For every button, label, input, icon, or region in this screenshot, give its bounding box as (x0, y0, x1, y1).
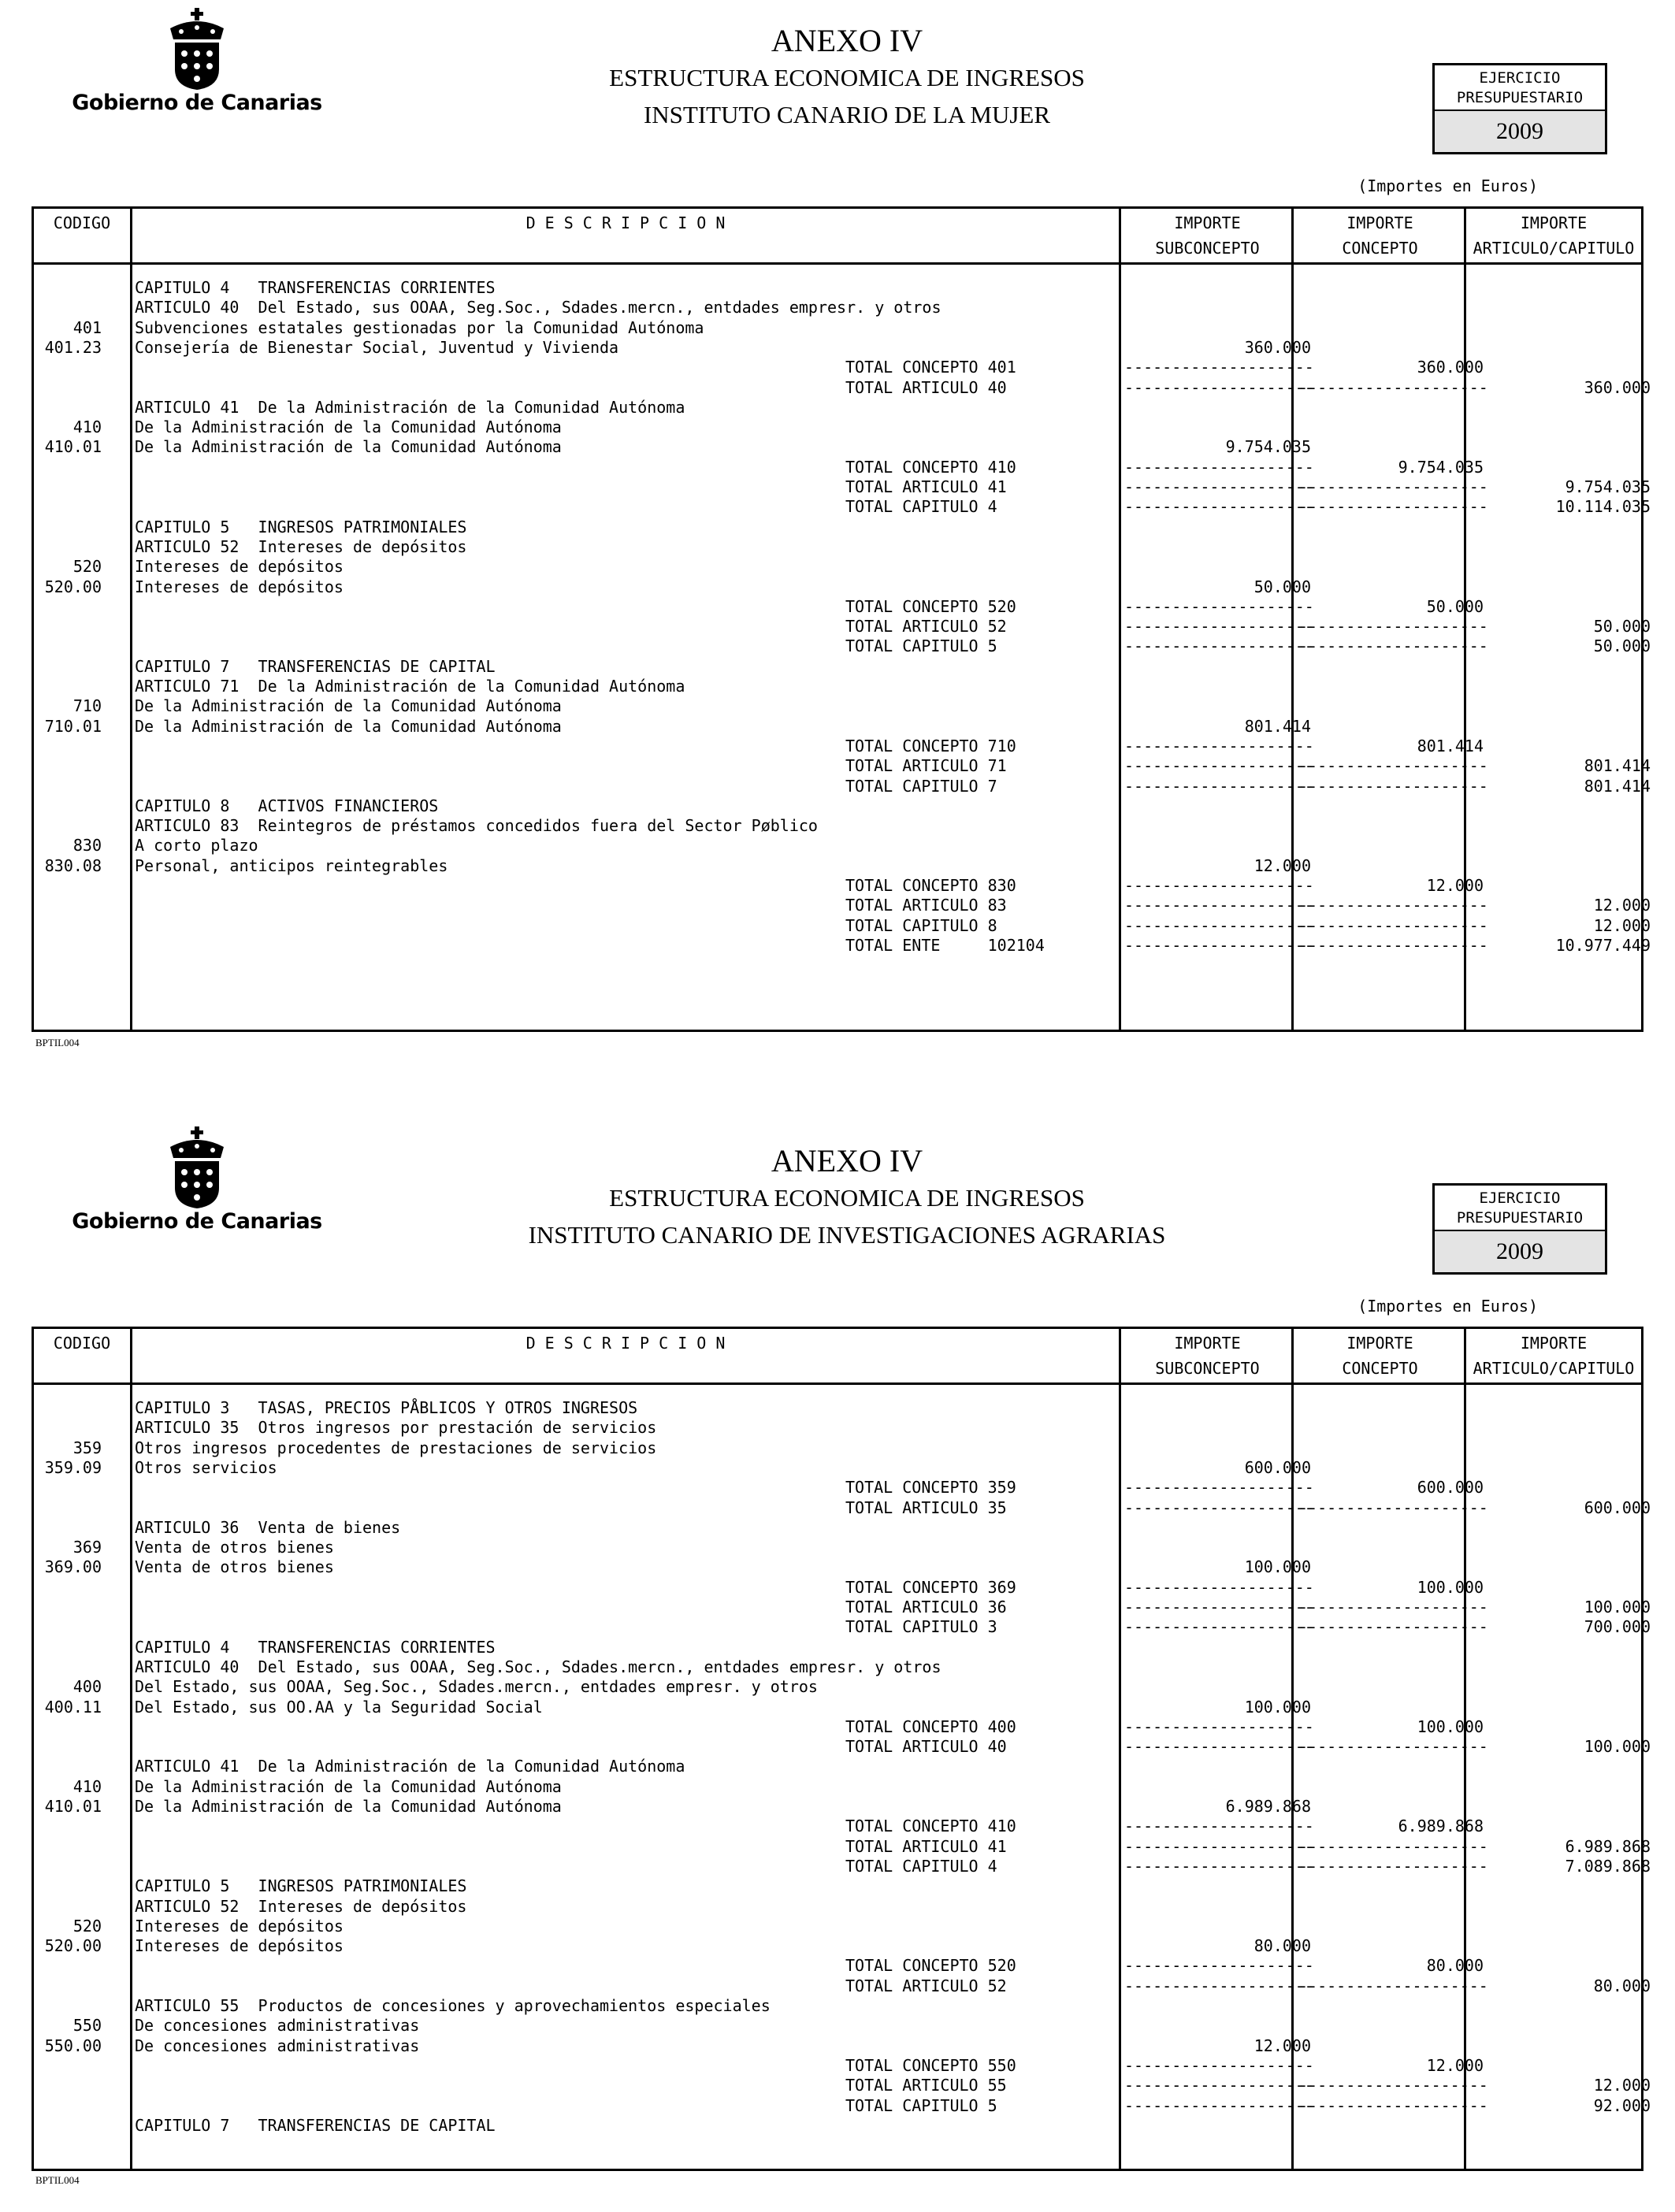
header-subconcepto: IMPORTE SUBCONCEPTO (1155, 213, 1260, 258)
government-logo (71, 1126, 323, 1245)
concepto-rule: -------------------- (1298, 935, 1488, 955)
table-row (34, 856, 1641, 876)
budget-page-1 (0, 0, 1675, 1093)
header-concepto: IMPORTE CONCEPTO (1342, 1334, 1418, 1378)
structure-title: ESTRUCTURA ECONOMICA DE INGRESOS (609, 64, 1085, 91)
table-header (34, 209, 1641, 265)
subconcepto-rule: -------------------- (1124, 358, 1314, 377)
row-description: ARTICULO 55 Productos de concesiones y aprovechamientos especiales (135, 1996, 771, 2015)
budget-page-2 (0, 1119, 1675, 2212)
articulo-amount: 100.000 (1584, 1737, 1651, 1757)
table-row (34, 1598, 1651, 1617)
table-row (34, 677, 1641, 696)
concepto-amount: 9.754.035 (1398, 457, 1484, 477)
header-codigo: CODIGO (53, 1334, 111, 1353)
fiscal-year-label (1435, 1186, 1605, 1231)
table-row (34, 1936, 1641, 1956)
total-label: TOTAL CAPITULO 3 (845, 1617, 997, 1637)
total-label: TOTAL ARTICULO 40 (845, 377, 1007, 397)
total-label: TOTAL CAPITULO 8 (845, 915, 997, 935)
articulo-amount: 12.000 (1593, 915, 1651, 935)
subconcepto-rule: -------------------- (1124, 896, 1314, 915)
row-description: CAPITULO 3 TASAS, PRECIOS PÅBLICOS Y OTROS INGRESOS (135, 1398, 638, 1417)
fiscal-year-label-1: EJERCICIO (1479, 69, 1561, 87)
subconcepto-rule: -------------------- (1124, 2095, 1314, 2115)
header-descripcion: D E S C R I P C I O N (526, 213, 726, 232)
government-logo-text: Gobierno de Canarias (72, 1209, 322, 1234)
fiscal-year-value: 2009 (1435, 111, 1605, 152)
table-row (34, 1458, 1641, 1478)
row-description: De la Administración de la Comunidad Autónoma (135, 696, 562, 716)
table-row (34, 1897, 1641, 1917)
row-description: Intereses de depósitos (135, 557, 344, 577)
table-row (34, 1917, 1641, 1936)
row-description: Intereses de depósitos (135, 577, 344, 596)
table-row (34, 1856, 1651, 1876)
currency-note: (Importes en Euros) (1357, 1297, 1538, 1316)
row-description: ARTICULO 40 Del Estado, sus OOAA, Seg.Soc., Sdades.mercn., entdades empresr. y otros (135, 1657, 941, 1676)
row-code: 520 (72, 557, 102, 577)
table-row (34, 1657, 1641, 1677)
row-code: 410.01 (44, 1797, 102, 1816)
concepto-rule: -------------------- (1298, 477, 1488, 496)
entity-title: INSTITUTO CANARIO DE LA MUJER (643, 101, 1051, 128)
total-label: TOTAL CONCEPTO 550 (845, 2055, 1016, 2075)
subconcepto-rule: -------------------- (1124, 1976, 1314, 1995)
subconcepto-amount: 600.000 (1244, 1457, 1311, 1477)
subconcepto-rule: -------------------- (1124, 1836, 1314, 1856)
total-label: TOTAL CONCEPTO 400 (845, 1717, 1016, 1736)
coat-of-arms-icon (164, 1126, 230, 1208)
row-code: 520 (72, 1916, 102, 1936)
table-row (34, 418, 1641, 437)
table-row (34, 338, 1641, 358)
concepto-amount: 600.000 (1417, 1478, 1484, 1498)
row-code: 410.01 (44, 437, 102, 457)
subconcepto-rule: -------------------- (1124, 1737, 1314, 1757)
concepto-rule: -------------------- (1298, 1737, 1488, 1757)
table-row (34, 1418, 1641, 1438)
table-row (34, 2076, 1651, 2095)
row-description: De la Administración de la Comunidad Autónoma (135, 1797, 562, 1816)
table-row (34, 1538, 1641, 1557)
row-code: 369.00 (44, 1557, 102, 1577)
concepto-rule: -------------------- (1298, 1836, 1488, 1856)
table-row (34, 1557, 1641, 1577)
articulo-amount: 360.000 (1584, 377, 1651, 397)
total-label: TOTAL ARTICULO 83 (845, 896, 1007, 915)
table-row (34, 458, 1641, 477)
concepto-rule: -------------------- (1298, 637, 1488, 656)
total-label: TOTAL CAPITULO 5 (845, 2095, 997, 2115)
table-row (34, 497, 1651, 517)
table-row (34, 518, 1641, 537)
subconcepto-rule: -------------------- (1124, 1478, 1314, 1498)
annex-title: ANEXO IV (771, 1143, 923, 1178)
row-code: 359.09 (44, 1457, 102, 1477)
total-label: TOTAL ARTICULO 52 (845, 1976, 1007, 1995)
fiscal-year-label-2: PRESUPUESTARIO (1456, 89, 1584, 106)
total-label: TOTAL ARTICULO 41 (845, 477, 1007, 496)
table-row (34, 1717, 1641, 1737)
table-row (34, 2056, 1641, 2076)
concepto-rule: -------------------- (1298, 756, 1488, 776)
table-row (34, 2036, 1641, 2056)
subconcepto-rule: -------------------- (1124, 1598, 1314, 1616)
row-description: ARTICULO 71 De la Administración de la Comunidad Autónoma (135, 677, 685, 696)
table-row (34, 2095, 1651, 2116)
subconcepto-rule: -------------------- (1124, 2055, 1314, 2075)
subconcepto-rule: -------------------- (1124, 736, 1314, 755)
row-description: Intereses de depósitos (135, 1936, 344, 1956)
row-code: 359 (72, 1438, 102, 1457)
row-description: ARTICULO 41 De la Administración de la Comunidad Autónoma (135, 1757, 685, 1776)
table-row (34, 437, 1641, 457)
row-code: 401 (72, 317, 102, 337)
subconcepto-rule: -------------------- (1124, 1577, 1314, 1597)
table-row (34, 1757, 1641, 1776)
row-description: Intereses de depósitos (135, 1916, 344, 1936)
row-description: Subvenciones estatales gestionadas por la Comunidad Autónoma (135, 317, 704, 337)
total-label: TOTAL CAPITULO 7 (845, 776, 997, 796)
articulo-amount: 12.000 (1593, 2076, 1651, 2095)
concepto-amount: 80.000 (1426, 1956, 1484, 1976)
concepto-amount: 360.000 (1417, 358, 1484, 377)
structure-title: ESTRUCTURA ECONOMICA DE INGRESOS (609, 1184, 1085, 1212)
subconcepto-amount: 50.000 (1253, 577, 1311, 596)
subconcepto-rule: -------------------- (1124, 1956, 1314, 1976)
table-row (34, 537, 1641, 557)
table-row (34, 1797, 1641, 1817)
row-description: ARTICULO 40 Del Estado, sus OOAA, Seg.Soc., Sdades.mercn., entdades empresr. y otros (135, 298, 941, 317)
concepto-amount: 12.000 (1426, 2055, 1484, 2075)
articulo-amount: 80.000 (1593, 1976, 1651, 1995)
table-row (34, 1438, 1641, 1458)
articulo-amount: 92.000 (1593, 2095, 1651, 2115)
concepto-amount: 100.000 (1417, 1717, 1484, 1736)
subconcepto-rule: -------------------- (1124, 1856, 1314, 1876)
row-description: ARTICULO 83 Reintegros de préstamos concedidos fuera del Sector Pøblico (135, 816, 818, 836)
subconcepto-rule: -------------------- (1124, 876, 1314, 895)
concepto-rule: -------------------- (1298, 1976, 1488, 1995)
row-description: Venta de otros bienes (135, 1538, 334, 1557)
table-row (34, 816, 1641, 836)
header-articulo: IMPORTE ARTICULO/CAPITULO (1473, 1334, 1635, 1378)
coat-of-arms-icon (164, 8, 230, 90)
concepto-rule: -------------------- (1298, 1498, 1488, 1517)
row-description: CAPITULO 4 TRANSFERENCIAS CORRIENTES (135, 1637, 496, 1657)
row-code: 369 (72, 1538, 102, 1557)
header-codigo: CODIGO (53, 213, 111, 232)
row-description: Otros ingresos procedentes de prestaciones de servicios (135, 1438, 657, 1457)
table-row (34, 696, 1641, 716)
articulo-amount: 12.000 (1593, 896, 1651, 915)
total-label: TOTAL ARTICULO 40 (845, 1737, 1007, 1757)
subconcepto-amount: 100.000 (1244, 1697, 1311, 1717)
annex-title: ANEXO IV (771, 23, 923, 58)
table-row (34, 796, 1641, 816)
row-code: 401.23 (44, 337, 102, 357)
currency-note: (Importes en Euros) (1357, 176, 1538, 195)
row-description: Otros servicios (135, 1457, 277, 1477)
concepto-amount: 50.000 (1426, 596, 1484, 616)
table-row (34, 358, 1641, 377)
row-code: 400.11 (44, 1697, 102, 1717)
subconcepto-amount: 12.000 (1253, 855, 1311, 875)
subconcepto-rule: -------------------- (1124, 377, 1314, 397)
row-code: 520.00 (44, 577, 102, 596)
table-row (34, 876, 1641, 896)
row-description: De concesiones administrativas (135, 2036, 420, 2055)
articulo-amount: 10.977.449 (1555, 935, 1651, 955)
report-code: BPTIL004 (35, 2174, 80, 2186)
total-label: TOTAL CAPITULO 4 (845, 497, 997, 517)
total-label: TOTAL CAPITULO 4 (845, 1856, 997, 1876)
fiscal-year-box (1432, 63, 1607, 154)
government-logo-text: Gobierno de Canarias (72, 91, 322, 115)
total-label: TOTAL CONCEPTO 520 (845, 1956, 1016, 1976)
subconcepto-amount: 6.989.868 (1225, 1797, 1311, 1816)
articulo-amount: 801.414 (1584, 776, 1651, 796)
row-description: Del Estado, sus OO.AA y la Seguridad Social (135, 1697, 543, 1717)
subconcepto-rule: -------------------- (1124, 1717, 1314, 1736)
total-label: TOTAL CAPITULO 5 (845, 637, 997, 656)
table-row (34, 298, 1641, 317)
table-row (34, 1398, 1641, 1418)
row-code: 830 (72, 836, 102, 855)
table-row (34, 557, 1641, 577)
row-description: Personal, anticipos reintegrables (135, 855, 448, 875)
subconcepto-rule: -------------------- (1124, 2076, 1314, 2095)
row-description: ARTICULO 52 Intereses de depósitos (135, 1896, 467, 1916)
fiscal-year-value: 2009 (1435, 1231, 1605, 1272)
total-label: TOTAL ARTICULO 35 (845, 1498, 1007, 1517)
subconcepto-amount: 100.000 (1244, 1557, 1311, 1577)
subconcepto-rule: -------------------- (1124, 1498, 1314, 1517)
header-concepto: IMPORTE CONCEPTO (1342, 213, 1418, 258)
table-row (34, 477, 1651, 497)
row-code: 400 (72, 1677, 102, 1697)
table-row (34, 717, 1641, 737)
row-code: 520.00 (44, 1936, 102, 1956)
total-label: TOTAL ARTICULO 55 (845, 2076, 1007, 2095)
table-row (34, 577, 1641, 597)
row-description: De la Administración de la Comunidad Autónoma (135, 716, 562, 736)
articulo-amount: 100.000 (1584, 1598, 1651, 1616)
subconcepto-rule: -------------------- (1124, 776, 1314, 796)
table-row (34, 1518, 1641, 1538)
subconcepto-rule: -------------------- (1124, 457, 1314, 477)
table-row (34, 1478, 1641, 1498)
table-row (34, 2016, 1641, 2036)
table-row (34, 935, 1651, 956)
concepto-rule: -------------------- (1298, 497, 1488, 517)
subconcepto-amount: 360.000 (1244, 337, 1311, 357)
concepto-rule: -------------------- (1298, 1856, 1488, 1876)
total-label: TOTAL CONCEPTO 359 (845, 1478, 1016, 1498)
row-description: ARTICULO 41 De la Administración de la Comunidad Autónoma (135, 397, 685, 417)
header-articulo: IMPORTE ARTICULO/CAPITULO (1473, 213, 1635, 258)
government-logo (71, 8, 323, 126)
subconcepto-rule: -------------------- (1124, 1817, 1314, 1836)
row-description: Del Estado, sus OOAA, Seg.Soc., Sdades.mercn., entdades empresr. y otros (135, 1677, 818, 1697)
articulo-amount: 600.000 (1584, 1498, 1651, 1517)
row-description: De la Administración de la Comunidad Autónoma (135, 437, 562, 457)
header-subconcepto: IMPORTE SUBCONCEPTO (1155, 1334, 1260, 1378)
row-code: 550 (72, 2016, 102, 2036)
fiscal-year-label (1435, 65, 1605, 111)
table-row (34, 597, 1641, 617)
concepto-amount: 12.000 (1426, 876, 1484, 895)
row-code: 410 (72, 418, 102, 437)
subconcepto-rule: -------------------- (1124, 477, 1314, 496)
page-header (473, 22, 1221, 134)
subconcepto-amount: 801.414 (1244, 716, 1311, 736)
concepto-amount: 801.414 (1417, 736, 1484, 755)
table-row (34, 617, 1651, 637)
total-label: TOTAL CONCEPTO 410 (845, 1817, 1016, 1836)
concepto-rule: -------------------- (1298, 896, 1488, 915)
table-row (34, 1737, 1651, 1757)
subconcepto-rule: -------------------- (1124, 1617, 1314, 1637)
subconcepto-rule: -------------------- (1124, 596, 1314, 616)
income-table (32, 206, 1651, 1032)
total-label: TOTAL CONCEPTO 369 (845, 1577, 1016, 1597)
concepto-rule: -------------------- (1298, 915, 1488, 935)
table-row (34, 1817, 1641, 1836)
total-label: TOTAL ARTICULO 71 (845, 756, 1007, 776)
articulo-amount: 50.000 (1593, 617, 1651, 637)
page-header (473, 1142, 1221, 1254)
row-description: Venta de otros bienes (135, 1557, 334, 1577)
table-row (34, 1836, 1651, 1857)
articulo-amount: 801.414 (1584, 756, 1651, 776)
table-row (34, 1677, 1641, 1697)
row-code: 830.08 (44, 855, 102, 875)
income-table (32, 1327, 1651, 2171)
table-row (34, 657, 1641, 677)
table-row (34, 737, 1641, 756)
table-row (34, 1578, 1641, 1598)
subconcepto-amount: 12.000 (1253, 2036, 1311, 2055)
table-row (34, 2116, 1641, 2136)
row-description: CAPITULO 7 TRANSFERENCIAS DE CAPITAL (135, 2115, 496, 2135)
row-description: ARTICULO 52 Intereses de depósitos (135, 536, 467, 556)
row-code: 410 (72, 1776, 102, 1796)
subconcepto-amount: 80.000 (1253, 1936, 1311, 1956)
row-description: CAPITULO 5 INGRESOS PATRIMONIALES (135, 1876, 467, 1896)
table-row (34, 1638, 1641, 1657)
fiscal-year-label-1: EJERCICIO (1479, 1190, 1561, 1207)
concepto-amount: 100.000 (1417, 1577, 1484, 1597)
row-description: CAPITULO 5 INGRESOS PATRIMONIALES (135, 517, 467, 536)
fiscal-year-label-2: PRESUPUESTARIO (1456, 1209, 1584, 1227)
concepto-rule: -------------------- (1298, 1598, 1488, 1616)
table-row (34, 1617, 1651, 1637)
total-label: TOTAL CONCEPTO 710 (845, 736, 1016, 755)
concepto-rule: -------------------- (1298, 377, 1488, 397)
table-row (34, 1777, 1641, 1797)
row-description: De la Administración de la Comunidad Autónoma (135, 1776, 562, 1796)
concepto-rule: -------------------- (1298, 776, 1488, 796)
total-label: TOTAL ARTICULO 36 (845, 1598, 1007, 1616)
table-row (34, 1698, 1641, 1717)
table-row (34, 377, 1651, 398)
total-label: TOTAL CONCEPTO 401 (845, 358, 1016, 377)
row-description: De concesiones administrativas (135, 2016, 420, 2036)
concepto-amount: 6.989.868 (1398, 1817, 1484, 1836)
articulo-amount: 9.754.035 (1565, 477, 1651, 496)
report-code: BPTIL004 (35, 1037, 80, 1048)
articulo-amount: 6.989.868 (1565, 1836, 1651, 1856)
table-row (34, 1956, 1641, 1976)
table-row (34, 756, 1651, 776)
subconcepto-rule: -------------------- (1124, 915, 1314, 935)
fiscal-year-box (1432, 1183, 1607, 1275)
total-label: TOTAL CONCEPTO 410 (845, 457, 1016, 477)
row-description: CAPITULO 4 TRANSFERENCIAS CORRIENTES (135, 278, 496, 297)
total-label: TOTAL CONCEPTO 520 (845, 596, 1016, 616)
row-description: CAPITULO 8 ACTIVOS FINANCIEROS (135, 796, 439, 815)
row-code: 710 (72, 696, 102, 716)
header-descripcion: D E S C R I P C I O N (526, 1334, 726, 1353)
articulo-amount: 10.114.035 (1555, 497, 1651, 517)
table-row (34, 915, 1651, 936)
row-description: ARTICULO 35 Otros ingresos por prestación de servicios (135, 1418, 657, 1438)
subconcepto-rule: -------------------- (1124, 935, 1314, 955)
articulo-amount: 700.000 (1584, 1617, 1651, 1637)
table-row (34, 278, 1641, 298)
row-description: CAPITULO 7 TRANSFERENCIAS DE CAPITAL (135, 656, 496, 676)
subconcepto-rule: -------------------- (1124, 637, 1314, 656)
row-description: De la Administración de la Comunidad Autónoma (135, 418, 562, 437)
table-header (34, 1329, 1641, 1385)
table-row (34, 776, 1651, 796)
row-description: Consejería de Bienestar Social, Juventud y Vivienda (135, 337, 619, 357)
row-code: 710.01 (44, 716, 102, 736)
table-row (34, 1876, 1641, 1896)
table-row (34, 896, 1651, 915)
subconcepto-rule: -------------------- (1124, 617, 1314, 637)
subconcepto-amount: 9.754.035 (1225, 437, 1311, 457)
articulo-amount: 7.089.868 (1565, 1856, 1651, 1876)
concepto-rule: -------------------- (1298, 1617, 1488, 1637)
subconcepto-rule: -------------------- (1124, 756, 1314, 776)
table-row (34, 637, 1651, 656)
table-row (34, 1976, 1651, 1996)
row-code: 550.00 (44, 2036, 102, 2055)
table-row (34, 836, 1641, 855)
concepto-rule: -------------------- (1298, 617, 1488, 637)
row-description: A corto plazo (135, 836, 258, 855)
concepto-rule: -------------------- (1298, 2076, 1488, 2095)
entity-title: INSTITUTO CANARIO DE INVESTIGACIONES AGRARIAS (528, 1221, 1166, 1249)
table-row (34, 398, 1641, 418)
table-row (34, 1498, 1651, 1518)
total-label: TOTAL ENTE 102104 (845, 935, 1045, 955)
table-row (34, 1996, 1641, 2016)
total-label: TOTAL ARTICULO 41 (845, 1836, 1007, 1856)
subconcepto-rule: -------------------- (1124, 497, 1314, 517)
total-label: TOTAL CONCEPTO 830 (845, 876, 1016, 895)
table-row (34, 318, 1641, 338)
total-label: TOTAL ARTICULO 52 (845, 617, 1007, 637)
concepto-rule: -------------------- (1298, 2095, 1488, 2115)
row-description: ARTICULO 36 Venta de bienes (135, 1517, 401, 1537)
articulo-amount: 50.000 (1593, 637, 1651, 656)
